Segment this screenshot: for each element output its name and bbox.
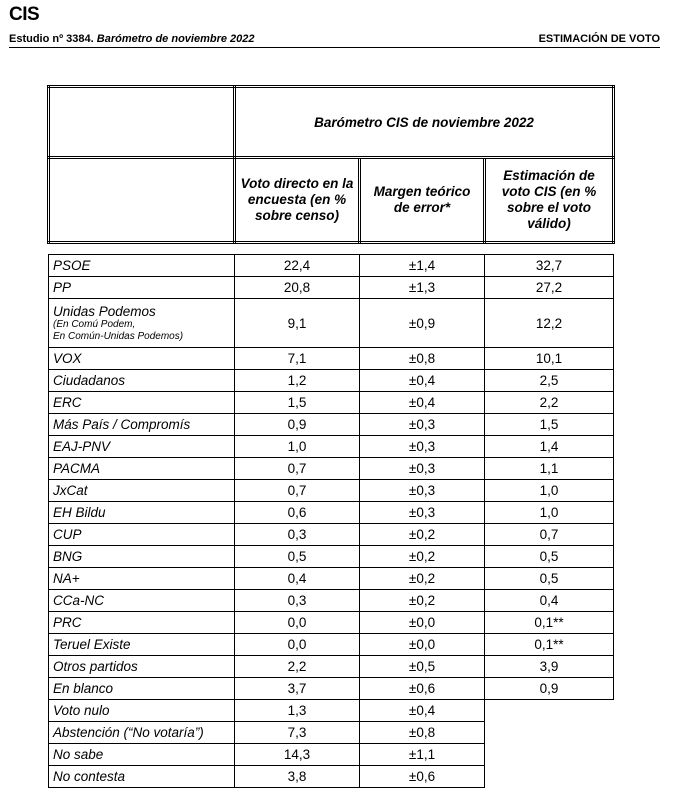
table-row	[49, 656, 614, 678]
cell-estimate: 3,9	[485, 656, 614, 678]
cell-margin: ±0,2	[360, 568, 485, 590]
party-name-label: PP	[53, 280, 72, 295]
cell-direct: 1,5	[235, 392, 360, 414]
cell-estimate: 27,2	[485, 277, 614, 299]
cell-direct: 3,7	[235, 678, 360, 700]
study-reference	[9, 33, 255, 45]
cell-direct: 2,2	[235, 656, 360, 678]
cell-margin: ±0,3	[360, 502, 485, 524]
cell-margin: ±0,2	[360, 524, 485, 546]
party-name	[49, 546, 235, 568]
cell-estimate: 1,1	[485, 458, 614, 480]
cell-estimate: 10,1	[485, 348, 614, 370]
cell-estimate: 0,5	[485, 568, 614, 590]
table-row	[49, 436, 614, 458]
vote-estimate-table	[47, 85, 615, 788]
group-title: Barómetro CIS de noviembre 2022	[235, 87, 614, 158]
table-row	[49, 568, 614, 590]
cell-direct: 0,7	[235, 458, 360, 480]
table-row	[49, 700, 614, 722]
header-divider	[9, 47, 660, 48]
cell-estimate: 0,5	[485, 546, 614, 568]
party-name	[49, 370, 235, 392]
party-name-label: JxCat	[53, 483, 88, 498]
cell-margin: ±0,3	[360, 414, 485, 436]
table-row	[49, 766, 614, 788]
party-name-label: ERC	[53, 395, 82, 410]
party-name	[49, 255, 235, 277]
party-name-label: No sabe	[53, 747, 104, 762]
spacer-row	[49, 243, 614, 255]
cell-margin: ±0,0	[360, 612, 485, 634]
cell-margin: ±0,6	[360, 678, 485, 700]
cell-estimate: 32,7	[485, 255, 614, 277]
cell-estimate	[485, 722, 614, 744]
party-name	[49, 744, 235, 766]
cell-direct: 1,0	[235, 436, 360, 458]
party-name-label: VOX	[53, 351, 82, 366]
table-row	[49, 370, 614, 392]
table-row	[49, 590, 614, 612]
party-name	[49, 502, 235, 524]
cell-estimate: 1,0	[485, 502, 614, 524]
party-name-label: Abstención (“No votaría”)	[53, 725, 204, 740]
cell-estimate: 1,4	[485, 436, 614, 458]
col-header-estimate: Estimación de voto CIS (en % sobre el voto válido)	[485, 158, 614, 243]
cell-direct: 3,8	[235, 766, 360, 788]
cell-margin: ±0,5	[360, 656, 485, 678]
cell-direct: 0,0	[235, 612, 360, 634]
table-row	[49, 546, 614, 568]
cell-margin: ±0,4	[360, 392, 485, 414]
cell-estimate: 1,0	[485, 480, 614, 502]
cell-margin: ±0,8	[360, 348, 485, 370]
table-row	[49, 348, 614, 370]
cell-margin: ±1,4	[360, 255, 485, 277]
party-name-note: En Común-Unidas Podemos)	[53, 330, 184, 342]
party-name	[49, 766, 235, 788]
study-title: Barómetro de noviembre 2022	[96, 33, 255, 45]
party-name	[49, 612, 235, 634]
cell-margin: ±0,9	[360, 299, 485, 348]
table-row	[49, 299, 614, 348]
party-name	[49, 700, 235, 722]
table-row	[49, 744, 614, 766]
cell-margin: ±0,4	[360, 700, 485, 722]
party-name-label: CCa-NC	[53, 593, 105, 608]
cell-direct: 22,4	[235, 255, 360, 277]
cell-estimate	[485, 744, 614, 766]
cell-estimate: 1,5	[485, 414, 614, 436]
table-row	[49, 392, 614, 414]
column-header-row	[49, 158, 614, 243]
party-name-label: EH Bildu	[53, 505, 106, 520]
cell-margin: ±0,4	[360, 370, 485, 392]
cell-estimate: 0,4	[485, 590, 614, 612]
party-name-note: (En Comú Podem,	[53, 318, 136, 330]
party-name	[49, 436, 235, 458]
party-name-label: No contesta	[53, 769, 126, 784]
table-row	[49, 502, 614, 524]
party-name-label: BNG	[53, 549, 83, 564]
cell-estimate: 2,5	[485, 370, 614, 392]
cell-direct: 1,3	[235, 700, 360, 722]
study-number: Estudio nº 3384.	[9, 33, 94, 45]
party-name	[49, 656, 235, 678]
cell-direct: 0,9	[235, 414, 360, 436]
party-name	[49, 277, 235, 299]
cell-estimate: 2,2	[485, 392, 614, 414]
cell-estimate: 0,9	[485, 678, 614, 700]
cell-margin: ±1,1	[360, 744, 485, 766]
col-header-direct: Voto directo en la encuesta (en % sobre censo)	[235, 158, 360, 243]
party-name-label: CUP	[53, 527, 82, 542]
cell-direct: 0,3	[235, 524, 360, 546]
cell-direct: 0,7	[235, 480, 360, 502]
party-name	[49, 678, 235, 700]
cell-direct: 7,1	[235, 348, 360, 370]
table-row	[49, 524, 614, 546]
cell-margin: ±0,3	[360, 458, 485, 480]
table-row	[49, 480, 614, 502]
table-row	[49, 458, 614, 480]
party-name	[49, 722, 235, 744]
table-row	[49, 634, 614, 656]
cell-margin: ±0,0	[360, 634, 485, 656]
party-name	[49, 590, 235, 612]
cell-estimate: 0,1**	[485, 612, 614, 634]
table-row	[49, 414, 614, 436]
party-name-label: Ciudadanos	[53, 373, 126, 388]
table-row	[49, 255, 614, 277]
cell-margin: ±0,8	[360, 722, 485, 744]
cell-direct: 20,8	[235, 277, 360, 299]
party-name	[49, 480, 235, 502]
party-name-label: PRC	[53, 615, 82, 630]
cell-estimate: 12,2	[485, 299, 614, 348]
table-row	[49, 722, 614, 744]
party-name	[49, 568, 235, 590]
col-header-margin: Margen teórico de error*	[360, 158, 485, 243]
table-row	[49, 277, 614, 299]
cell-direct: 1,2	[235, 370, 360, 392]
cell-estimate: 0,7	[485, 524, 614, 546]
party-name-label: Teruel Existe	[53, 637, 131, 652]
cell-estimate	[485, 700, 614, 722]
cell-direct: 0,0	[235, 634, 360, 656]
cell-direct: 14,3	[235, 744, 360, 766]
table-row	[49, 678, 614, 700]
table-title-row	[49, 87, 614, 158]
party-name	[49, 392, 235, 414]
party-name	[49, 299, 235, 348]
party-name-label: PSOE	[53, 258, 91, 273]
empty-header-cell	[49, 158, 235, 243]
cell-direct: 9,1	[235, 299, 360, 348]
org-logo-text: CIS	[9, 4, 40, 25]
cell-margin: ±0,3	[360, 480, 485, 502]
cell-direct: 0,4	[235, 568, 360, 590]
cell-margin: ±1,3	[360, 277, 485, 299]
cell-margin: ±0,6	[360, 766, 485, 788]
cell-direct: 0,5	[235, 546, 360, 568]
cell-direct: 0,6	[235, 502, 360, 524]
party-name-label: NA+	[53, 571, 80, 586]
party-name	[49, 414, 235, 436]
cell-margin: ±0,2	[360, 590, 485, 612]
party-name-label: Unidas Podemos	[53, 303, 156, 319]
party-name-label: EAJ-PNV	[53, 439, 111, 454]
party-name-label: Voto nulo	[53, 703, 110, 718]
empty-corner-cell	[49, 87, 235, 158]
party-name	[49, 524, 235, 546]
cell-direct: 0,3	[235, 590, 360, 612]
party-name-label: Otros partidos	[53, 659, 138, 674]
cell-estimate	[485, 766, 614, 788]
party-name	[49, 634, 235, 656]
party-name-label: En blanco	[53, 681, 114, 696]
cell-margin: ±0,2	[360, 546, 485, 568]
cell-direct: 7,3	[235, 722, 360, 744]
cell-estimate: 0,1**	[485, 634, 614, 656]
party-name-label: PACMA	[53, 461, 101, 476]
cell-margin: ±0,3	[360, 436, 485, 458]
table-row	[49, 612, 614, 634]
party-name	[49, 348, 235, 370]
party-name-label: Más País / Compromís	[53, 417, 191, 432]
party-name	[49, 458, 235, 480]
section-title: ESTIMACIÓN DE VOTO	[538, 33, 660, 45]
